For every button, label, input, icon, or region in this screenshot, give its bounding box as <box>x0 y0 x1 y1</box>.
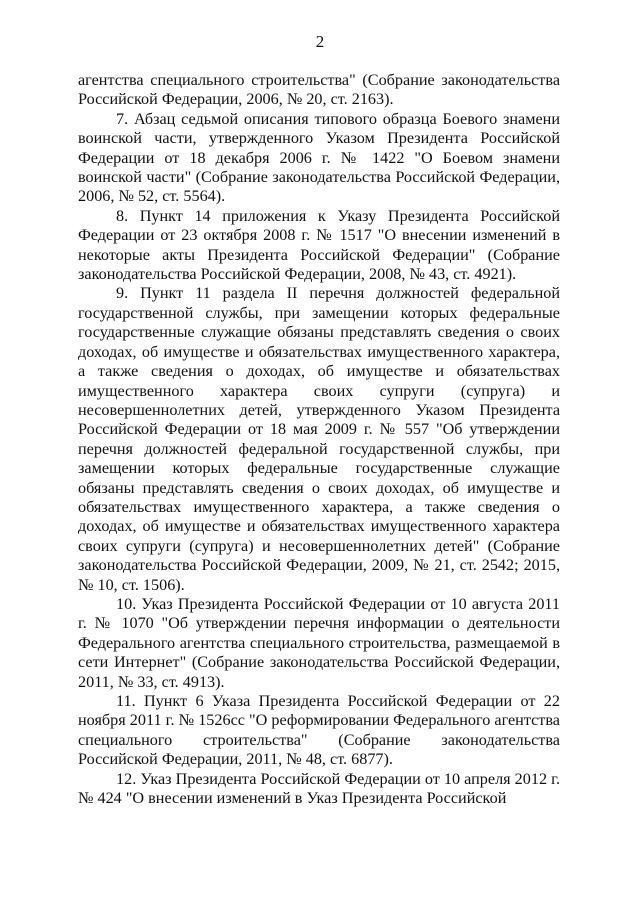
page-number: 2 <box>315 32 325 51</box>
paragraph-item-7: 7. Абзац седьмой описания типового образца Боевого знамени воинской части, утвержденного Указом Президента Российской Федерации от 18 декабря 2006 г. № 1422 "О Боевом знамени воинской части" (Собрание законодательства Российской Федерации, 2006, № 52, ст. 5564). <box>78 109 560 206</box>
paragraph-item-8: 8. Пункт 14 приложения к Указу Президента Российской Федерации от 23 октября 2008 г. № 1517 "О внесении изменений в некоторые акты Президента Российской Федерации" (Собрание законодательства Российской Федерации, 2008, № 43, ст. 4921). <box>78 206 560 284</box>
paragraph-item-12: 12. Указ Президента Российской Федерации от 10 апреля 2012 г. № 424 "О внесении изменений в Указ Президента Российской <box>78 769 560 808</box>
paragraph-continuation: агентства специального строительства" (Собрание законодательства Российской Федерации, 2006, № 20, ст. 2163). <box>78 71 560 109</box>
paragraph-item-11: 11. Пункт 6 Указа Президента Российской Федерации от 22 ноября 2011 г. № 1526сс "О реформировании Федерального агентства специального строительства" (Собрание законодательства Российской Федерации, 2011, № 48, ст. 6877). <box>78 692 560 769</box>
paragraph-item-10: 10. Указ Президента Российской Федерации от 10 августа 2011 г. № 1070 "Об утверждении перечня информации о деятельности Федерального агентства специального строительства, размещаемой в сети Интернет" (Собрание законодательства Российской Федерации, 2011, № 33, ст. 4913). <box>78 594 560 691</box>
document-body <box>78 71 560 808</box>
paragraph-item-9: 9. Пункт 11 раздела II перечня должностей федеральной государственной службы, при замещении которых федеральные государственные служащие обязаны представлять сведения о своих доходах, об имуществе и обязательствах имущественного характера, а также сведения о доходах, об имуществе и обязательствах имущественного характера своих супруги (супруга) и несовершеннолетних детей, утвержденного Указом Президента Российской Федерации от 18 мая 2009 г. № 557 "Об утверждении перечня должностей федеральной государственной службы, при замещении которых федеральные государственные служащие обязаны представлять сведения о своих доходах, об имуществе и обязательствах имущественного характера, а также сведения о доходах, об имуществе и обязательствах имущественного характера своих супруги (супруга) и несовершеннолетних детей" (Собрание законодательства Российской Федерации, 2009, № 21, ст. 2542; 2015, № 10, ст. 1506). <box>78 284 560 594</box>
